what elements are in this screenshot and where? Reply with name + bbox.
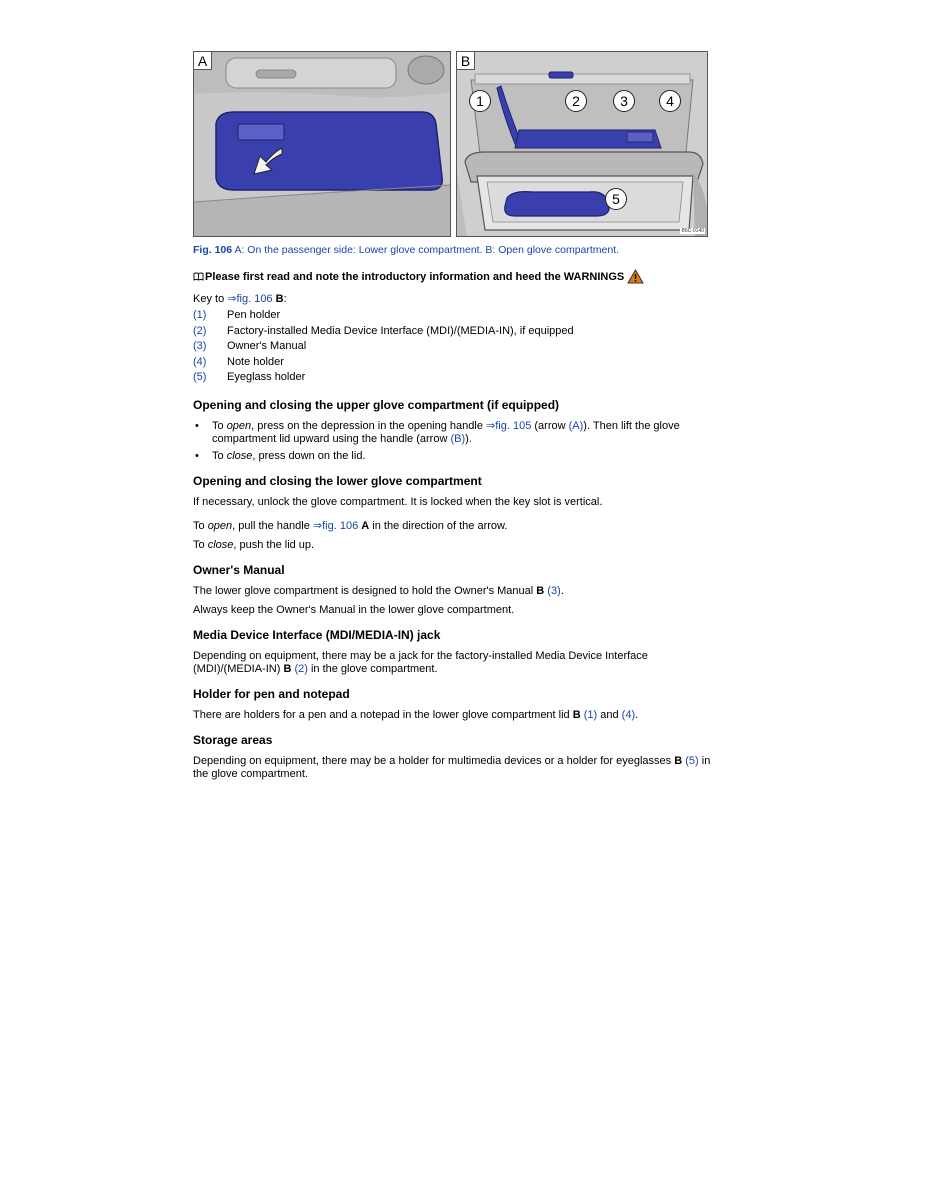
panel-a-label: A [194, 52, 212, 70]
caption-text: A: On the passenger side: Lower glove compartment. B: Open glove compartment. [232, 244, 620, 256]
paragraph: Depending on equipment, there may be a holder for multimedia devices or a holder for eyeglasses B (5) in the glove compartment. [193, 754, 711, 780]
key-title: Key to ⇒fig. 106 B: [193, 293, 287, 305]
section-heading: Opening and closing the lower glove compartment [193, 473, 482, 488]
section-heading: Media Device Interface (MDI/MEDIA-IN) jack [193, 627, 441, 642]
section-owners-manual [193, 563, 713, 617]
key-item-1: (1) Pen holder [193, 309, 281, 321]
fig-106-link[interactable]: ⇒fig. 106 [312, 519, 359, 532]
figure-code: B6C-0140 [681, 228, 704, 234]
key-item-2: (2) Factory-installed Media Device Interface (MDI)/(MEDIA-IN), if equipped [193, 324, 574, 337]
key-item-3: (3) Owner's Manual [193, 340, 307, 352]
section-heading: Holder for pen and notepad [193, 686, 350, 701]
paragraph: There are holders for a pen and a notepad in the lower glove compartment lid B (1) and (4). [193, 708, 639, 721]
figure-caption [193, 244, 713, 257]
figure-panel-b [456, 51, 708, 237]
section-storage [193, 733, 713, 781]
section-upper-glove [193, 398, 713, 463]
section-heading: Storage areas [193, 732, 273, 747]
callout-5: 5 [605, 188, 627, 210]
section-lower-glove [193, 474, 713, 552]
glove-compartment-open-illustration [457, 52, 708, 237]
figure-panel-a [193, 51, 451, 237]
key-list [193, 308, 713, 386]
panel-b-label: B [457, 52, 475, 70]
manual-page [193, 51, 713, 787]
intro-warning-note [193, 269, 713, 284]
warning-triangle-icon [627, 269, 644, 284]
caption-label: Fig. 106 [193, 244, 233, 256]
paragraph: To open, pull the handle ⇒fig. 106 A in the direction of the arrow. [193, 519, 508, 532]
bullet-close: • To close, press down on the lid. [195, 449, 366, 462]
callout-2: 2 [565, 90, 587, 112]
section-pen-notepad [193, 687, 713, 722]
figure-106 [193, 51, 708, 237]
callout-3: 3 [613, 90, 635, 112]
paragraph: If necessary, unlock the glove compartment. It is locked when the key slot is vertical. [193, 495, 603, 508]
paragraph: To close, push the lid up. [193, 538, 315, 551]
intro-text: Please first read and note the introductory information and heed the WARNINGS [205, 270, 625, 283]
book-icon [193, 272, 204, 281]
key-item-5: (5) Eyeglass holder [193, 371, 306, 383]
paragraph: The lower glove compartment is designed to hold the Owner's Manual B (3). [193, 584, 564, 597]
paragraph: Depending on equipment, there may be a jack for the factory-installed Media Device Interface (MDI)/(MEDIA-IN) B (2) in the glove compartment. [193, 649, 648, 675]
section-heading: Opening and closing the upper glove compartment (if equipped) [193, 397, 560, 412]
section-heading: Owner's Manual [193, 562, 285, 577]
section-mdi [193, 628, 713, 676]
fig-105-link[interactable]: ⇒fig. 105 [486, 419, 532, 432]
glove-compartment-closed-illustration [194, 52, 451, 237]
bullet-open: • To open, press on the depression in the opening handle ⇒fig. 105 (arrow (A)). Then lift the glove compartment lid upward using the handle (arrow (B)). [195, 419, 680, 445]
fig-106-link[interactable]: ⇒fig. 106 [227, 293, 273, 305]
key-item-4: (4) Note holder [193, 355, 284, 368]
callout-4: 4 [659, 90, 681, 112]
callout-1: 1 [469, 90, 491, 112]
paragraph: Always keep the Owner's Manual in the lower glove compartment. [193, 603, 515, 616]
